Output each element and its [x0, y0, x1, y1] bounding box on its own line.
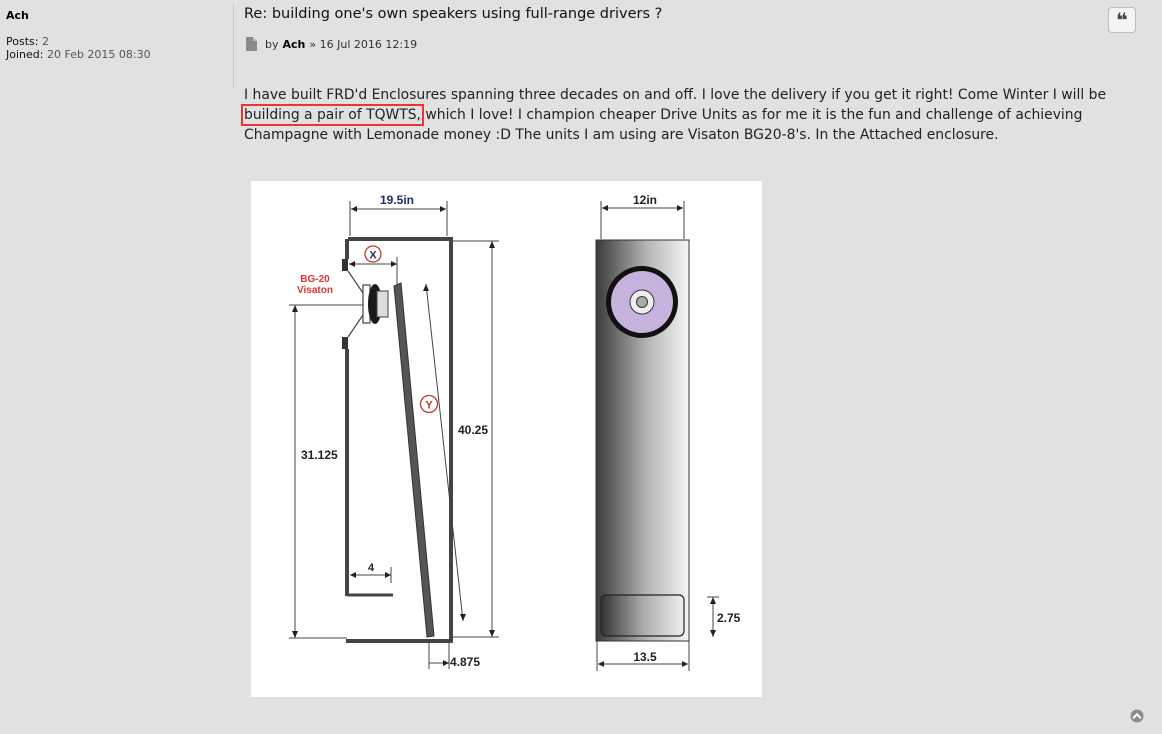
back-to-top-icon[interactable]: [1130, 709, 1144, 723]
quote-icon: ❝: [1116, 8, 1128, 32]
meta-separator: »: [309, 37, 317, 51]
y-marker-label: Y: [425, 399, 433, 412]
quote-button[interactable]: [1108, 7, 1136, 33]
post-meta: [245, 37, 417, 51]
driver-name-line1: BG-20: [300, 274, 330, 285]
posts-count: Posts: 2: [6, 35, 49, 48]
height-total-label: 40.25: [458, 423, 489, 437]
post-title[interactable]: Re: building one's own speakers using full-range drivers ?: [244, 6, 663, 22]
width-label: 19.5in: [379, 193, 415, 207]
depth-label: 12in: [632, 193, 658, 207]
post-icon[interactable]: [245, 37, 257, 51]
by-label: by: [265, 37, 279, 51]
joined-date: Joined: 20 Feb 2015 08:30: [6, 48, 151, 61]
driver-name-line2: Visaton: [297, 285, 333, 296]
front-view-drawing: [596, 201, 719, 671]
offset-label: 4.875: [450, 655, 481, 669]
profile-divider: [233, 4, 234, 88]
highlighted-text: building a pair of TQWTS,: [244, 107, 421, 123]
post-content: I have built FRD'd Enclosures spanning three decades on and off. I love the delivery if you get it right! Come Winter I will be building a pair of TQWTS, which I love! I champion cheaper Drive Units as for me it is the fun and challenge of achieving Champagne with Lemonade money :D The units I am using are Visaton BG20-8's. In the Attached enclosure.: [244, 87, 1107, 143]
gap-label: 4: [367, 562, 375, 574]
port-height-label: 2.75: [717, 611, 741, 625]
user-profile: [6, 9, 228, 61]
height-driver-label: 31.125: [301, 448, 338, 462]
author-link[interactable]: Ach: [282, 37, 306, 51]
username-link[interactable]: Ach: [6, 9, 29, 22]
post-date: 16 Jul 2016 12:19: [319, 37, 418, 51]
attached-image[interactable]: [251, 181, 762, 697]
base-width-label: 13.5: [633, 650, 657, 664]
x-marker-label: X: [369, 249, 377, 262]
